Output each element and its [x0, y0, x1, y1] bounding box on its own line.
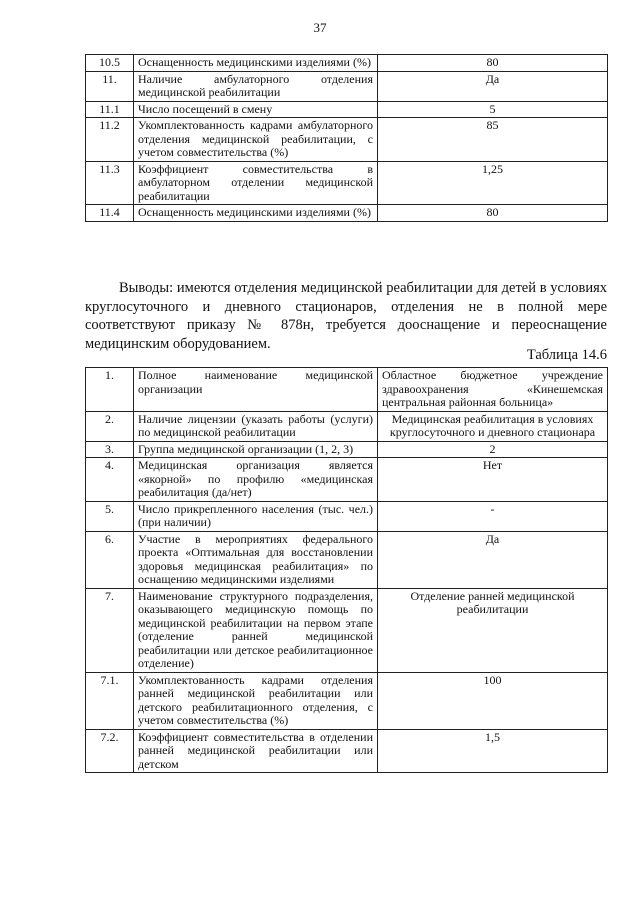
table-row	[86, 441, 608, 458]
table-row	[86, 101, 608, 118]
row-value: Отделение ранней медицинской реабилитации	[378, 588, 608, 672]
table-row	[86, 368, 608, 412]
row-label: Группа медицинской организации (1, 2, 3)	[134, 441, 378, 458]
row-label: Число посещений в смену	[134, 101, 378, 118]
table-row	[86, 118, 608, 162]
row-value: 1,25	[378, 161, 608, 205]
row-value: 1,5	[378, 729, 608, 773]
row-number: 3.	[86, 441, 134, 458]
row-value: Да	[378, 71, 608, 101]
row-number: 11.	[86, 71, 134, 101]
row-value: 85	[378, 118, 608, 162]
row-value: 100	[378, 672, 608, 729]
row-number: 6.	[86, 531, 134, 588]
conclusion-paragraph: Выводы: имеются отделения медицинской реабилитации для детей в условиях круглосуточного и дневного стационаров, отделения не в полной мере соответствуют приказу № 878н, требуется дооснащение и переоснащение медицинским оборудованием.	[85, 280, 607, 352]
row-label: Коэффициент совместительства в отделении ранней медицинской реабилитации или детском	[134, 729, 378, 773]
row-value: -	[378, 501, 608, 531]
row-number: 2.	[86, 411, 134, 441]
row-value: 2	[378, 441, 608, 458]
row-label: Число прикрепленного населения (тыс. чел.) (при наличии)	[134, 501, 378, 531]
row-value: Нет	[378, 458, 608, 502]
table-row	[86, 501, 608, 531]
row-label: Оснащенность медицинскими изделиями (%)	[134, 205, 378, 222]
row-label: Коэффициент совместительства в амбулаторном отделении медицинской реабилитации	[134, 161, 378, 205]
table-row	[86, 531, 608, 588]
row-number: 11.2	[86, 118, 134, 162]
row-value: 5	[378, 101, 608, 118]
row-value: Медицинская реабилитация в условиях круглосуточного и дневного стационара	[378, 411, 608, 441]
table-row	[86, 672, 608, 729]
table-row	[86, 411, 608, 441]
indicators-table-continued	[85, 54, 608, 222]
row-number: 4.	[86, 458, 134, 502]
table-row	[86, 729, 608, 773]
row-number: 7.	[86, 588, 134, 672]
row-number: 7.1.	[86, 672, 134, 729]
row-number: 10.5	[86, 55, 134, 72]
row-label: Укомплектованность кадрами отделения ранней медицинской реабилитации или детского реабилитационного отделения, с учетом совместительства (%)	[134, 672, 378, 729]
row-label: Участие в мероприятиях федерального проекта «Оптимальная для восстановлении здоровья медицинская реабилитация» по оснащению медицинскими изделиями	[134, 531, 378, 588]
row-number: 7.2.	[86, 729, 134, 773]
table-row	[86, 71, 608, 101]
row-value: Да	[378, 531, 608, 588]
table-caption: Таблица 14.6	[526, 347, 607, 363]
row-value: 80	[378, 55, 608, 72]
page-number: 37	[313, 20, 327, 35]
row-number: 5.	[86, 501, 134, 531]
row-number: 1.	[86, 368, 134, 412]
row-label: Оснащенность медицинскими изделиями (%)	[134, 55, 378, 72]
table-row	[86, 161, 608, 205]
row-value: Областное бюджетное учреждение здравоохранения «Кинешемская центральная районная больница»	[378, 368, 608, 412]
row-number: 11.1	[86, 101, 134, 118]
row-number: 11.3	[86, 161, 134, 205]
row-label: Укомплектованность кадрами амбулаторного отделения медицинской реабилитации, с учетом совместительства (%)	[134, 118, 378, 162]
row-label: Наличие амбулаторного отделения медицинской реабилитации	[134, 71, 378, 101]
table-row	[86, 205, 608, 222]
table-row	[86, 55, 608, 72]
row-label: Наименование структурного подразделения, оказывающего медицинскую помощь по медицинской реабилитации на первом этапе (отделение ранней медицинской реабилитации или детское реабилитационное отделение)	[134, 588, 378, 672]
table-row	[86, 588, 608, 672]
row-label: Наличие лицензии (указать работы (услуги) по медицинской реабилитации	[134, 411, 378, 441]
row-number: 11.4	[86, 205, 134, 222]
row-value: 80	[378, 205, 608, 222]
table-row	[86, 458, 608, 502]
row-label: Полное наименование медицинской организации	[134, 368, 378, 412]
organization-table	[85, 367, 608, 773]
row-label: Медицинская организация является «якорной» по профилю «медицинская реабилитация (да/нет)	[134, 458, 378, 502]
